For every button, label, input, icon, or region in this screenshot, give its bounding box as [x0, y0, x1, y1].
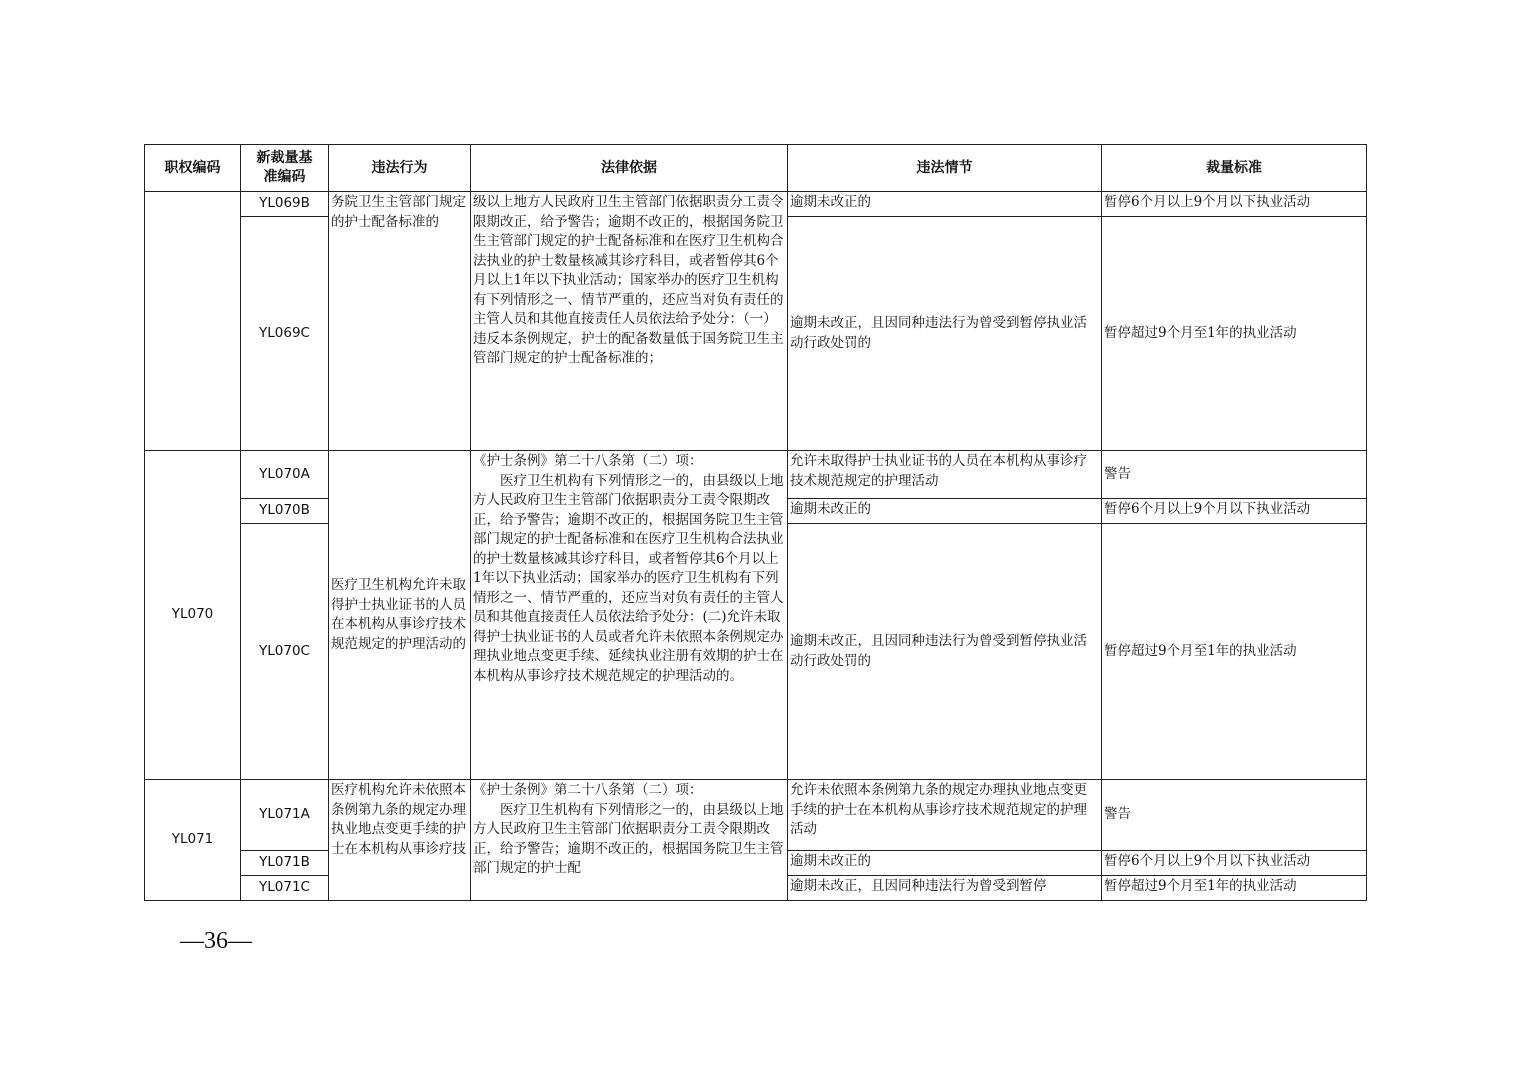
header-behavior: 违法行为 — [329, 145, 471, 192]
new-code-cell: YL071B — [241, 851, 329, 876]
basis-cell: 级以上地方人民政府卫生主管部门依据职责分工责令限期改正，给予警告；逾期不改正的，根据国务院卫生主管部门规定的护士配备标准和在医疗卫生机构合法执业的护士数量核减其诊疗科目，或者暂停其6个月以上1年以下执业活动；国家举办的医疗卫生机构有下列情形之一、情节严重的，还应当对负有责任的主管人员和其他直接责任人员依法给予处分：（一）违反本条例规定，护士的配备数量低于国务院卫生主管部门规定的护士配备标准的； — [471, 192, 788, 451]
new-code-cell: YL069B — [241, 192, 329, 217]
basis-title: 《护士条例》第二十八条第（二）项： — [473, 782, 703, 798]
basis-cell — [471, 451, 788, 780]
power-code-cell — [145, 192, 241, 451]
standard-cell: 警告 — [1102, 451, 1367, 499]
behavior-cell: 医疗机构允许未依照本条例第九条的规定办理执业地点变更手续的护士在本机构从事诊疗技 — [329, 780, 471, 901]
power-code-cell: YL070 — [145, 451, 241, 780]
table-row — [145, 192, 1367, 217]
new-code-cell: YL070A — [241, 451, 329, 499]
basis-body: 医疗卫生机构有下列情形之一的，由县级以上地方人民政府卫生主管部门依据职责分工责令限期改正，给予警告；逾期不改正的，根据国务院卫生主管部门规定的护士配备标准和在医疗卫生机构合法执业的护士数量核减其诊疗科目，或者暂停其6个月以上1年以下执业活动；国家举办的医疗卫生机构有下列情形之一、情节严重的，还应当对负有责任的主管人员和其他直接责任人员依法给予处分：(二)允许未取得护士执业证书的人员或者允许未依照本条例规定办理执业地点变更手续、延续执业注册有效期的护士在本机构从事诊疗技术规范规定的护理活动的。 — [473, 472, 784, 684]
circumstance-cell: 允许未取得护士执业证书的人员在本机构从事诊疗技术规范规定的护理活动 — [788, 451, 1102, 499]
header-circumstance: 违法情节 — [788, 145, 1102, 192]
standard-cell: 警告 — [1102, 780, 1367, 851]
circumstance-cell: 逾期未改正，且因同种违法行为曾受到暂停 — [788, 876, 1102, 901]
circumstance-cell: 逾期未改正，且因同种违法行为曾受到暂停执业活动行政处罚的 — [788, 524, 1102, 780]
standard-cell: 暂停6个月以上9个月以下执业活动 — [1102, 192, 1367, 217]
new-code-cell: YL071C — [241, 876, 329, 901]
penalty-discretion-table — [144, 144, 1367, 901]
circumstance-cell: 逾期未改正的 — [788, 851, 1102, 876]
page-number: —36— — [180, 928, 252, 954]
header-new-code: 新裁量基准编码 — [241, 145, 329, 192]
header-standard: 裁量标准 — [1102, 145, 1367, 192]
table-row — [145, 780, 1367, 851]
table-header-row — [145, 145, 1367, 192]
behavior-cell: 医疗卫生机构允许未取得护士执业证书的人员在本机构从事诊疗技术规范规定的护理活动的 — [329, 451, 471, 780]
standard-cell: 暂停超过9个月至1年的执业活动 — [1102, 524, 1367, 780]
standard-cell: 暂停超过9个月至1年的执业活动 — [1102, 876, 1367, 901]
new-code-cell: YL071A — [241, 780, 329, 851]
behavior-cell: 务院卫生主管部门规定的护士配备标准的 — [329, 192, 471, 451]
header-basis: 法律依据 — [471, 145, 788, 192]
basis-body: 医疗卫生机构有下列情形之一的，由县级以上地方人民政府卫生主管部门依据职责分工责令限期改正，给予警告；逾期不改正的，根据国务院卫生主管部门规定的护士配 — [473, 801, 784, 876]
new-code-cell: YL070C — [241, 524, 329, 780]
basis-title: 《护士条例》第二十八条第（二）项： — [473, 453, 703, 469]
header-power-code: 职权编码 — [145, 145, 241, 192]
circumstance-cell: 逾期未改正的 — [788, 192, 1102, 217]
standard-cell: 暂停超过9个月至1年的执业活动 — [1102, 217, 1367, 451]
power-code-cell: YL071 — [145, 780, 241, 901]
new-code-cell: YL069C — [241, 217, 329, 451]
basis-cell — [471, 780, 788, 901]
standard-cell: 暂停6个月以上9个月以下执业活动 — [1102, 851, 1367, 876]
standard-cell: 暂停6个月以上9个月以下执业活动 — [1102, 499, 1367, 524]
circumstance-cell: 逾期未改正的 — [788, 499, 1102, 524]
table-row — [145, 451, 1367, 499]
circumstance-cell: 允许未依照本条例第九条的规定办理执业地点变更手续的护士在本机构从事诊疗技术规范规定的护理活动 — [788, 780, 1102, 851]
new-code-cell: YL070B — [241, 499, 329, 524]
circumstance-cell: 逾期未改正，且因同种违法行为曾受到暂停执业活动行政处罚的 — [788, 217, 1102, 451]
